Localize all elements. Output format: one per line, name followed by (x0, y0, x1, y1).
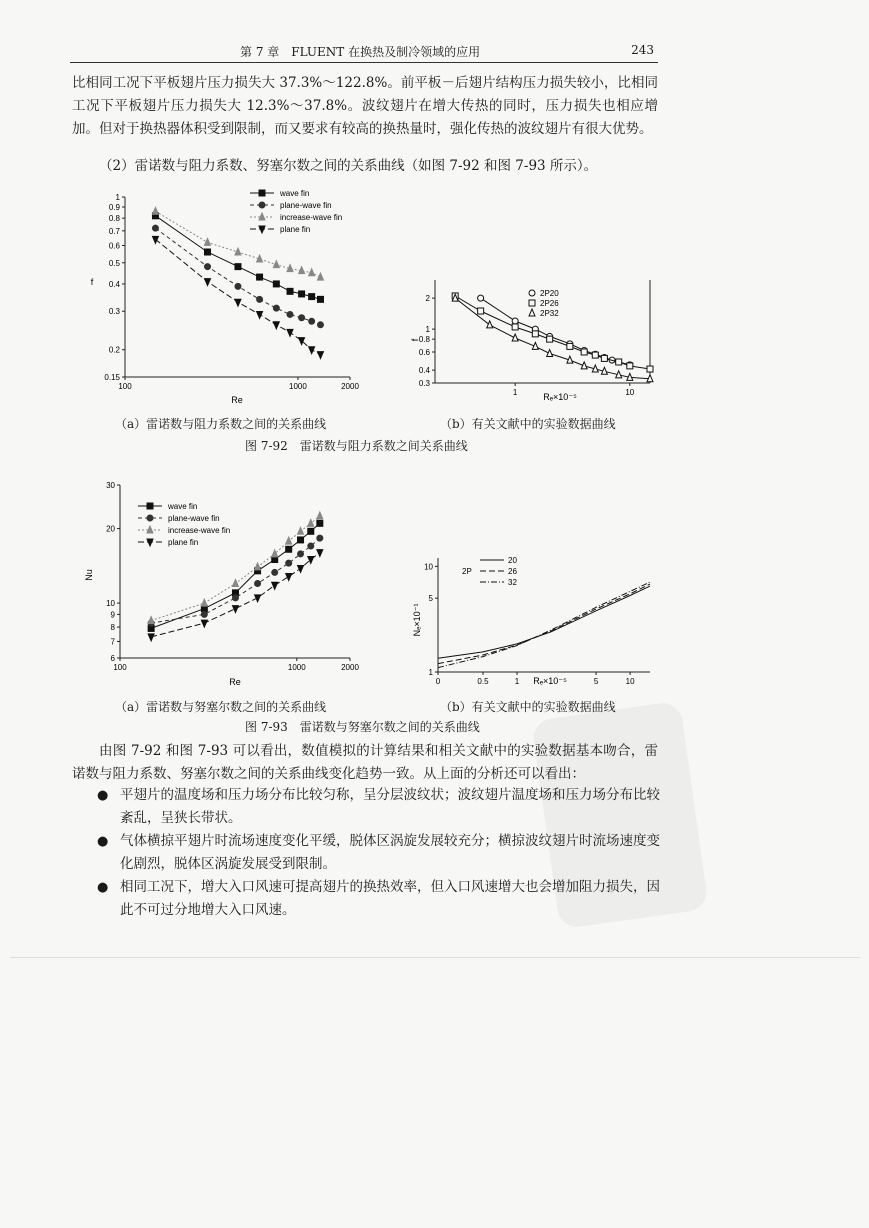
series-line-32 (438, 582, 650, 668)
data-point (201, 599, 207, 606)
x-axis-label: Rₑ×10⁻⁵ (533, 676, 567, 686)
legend-marker (147, 503, 153, 509)
y-tick-label: 0.4 (418, 366, 430, 376)
x-tick-label: 2000 (341, 382, 359, 391)
data-point (286, 560, 292, 566)
y-tick-label: 0.3 (108, 307, 120, 317)
data-point (272, 582, 278, 589)
y-tick-label: 1 (428, 668, 433, 677)
y-tick-label: 0.5 (108, 258, 120, 268)
x-tick-label: 100 (113, 663, 127, 672)
y-axis-label: f (410, 338, 420, 342)
data-point (205, 238, 211, 245)
data-point (201, 611, 207, 617)
legend-marker (529, 290, 535, 296)
data-point (317, 352, 323, 359)
data-point (235, 299, 241, 306)
data-point (478, 308, 484, 314)
data-point (616, 359, 622, 365)
y-tick-label: 0.9 (108, 202, 120, 212)
x-tick-label: 10 (625, 388, 635, 397)
y-tick-label: 9 (110, 610, 115, 620)
data-point (287, 329, 293, 336)
legend-title: 2P (462, 567, 472, 576)
legend-label: wave fin (168, 502, 198, 511)
data-point (308, 519, 314, 526)
legend-label: plane fin (280, 225, 311, 234)
data-point (647, 366, 653, 372)
y-tick-label: 20 (106, 524, 115, 534)
fig93-title: 图 7-93 雷诺数与努塞尔数之间的关系曲线 (245, 720, 480, 734)
y-tick-label: 7 (110, 637, 115, 647)
data-point (627, 363, 633, 369)
data-point (567, 343, 573, 349)
data-point (308, 557, 314, 564)
paragraph-2: （2）雷诺数与阻力系数、努塞尔数之间的关系曲线（如图 7-92 和图 7-93 所示）。 (99, 158, 598, 174)
data-point (298, 537, 304, 543)
data-point (299, 315, 305, 321)
data-point (592, 352, 598, 358)
data-point (298, 565, 304, 572)
y-tick-label: 2 (425, 294, 430, 304)
data-point (478, 295, 484, 301)
bullet-symbol: ● (97, 788, 109, 803)
data-point (317, 550, 323, 557)
y-tick-label: 0.4 (108, 279, 120, 289)
data-point (235, 264, 241, 270)
chart-fig-7-92a (80, 185, 390, 405)
legend-label: plane fin (168, 538, 199, 547)
legend-label: plane-wave fin (280, 201, 332, 210)
series-line-plane-fin (156, 239, 321, 354)
x-axis-label: Rₑ×10⁻⁵ (543, 392, 577, 402)
data-point (547, 336, 553, 342)
paragraph-1: 比相同工况下平板翅片压力损失大 37.3%～122.8%。前平板－后翅片结构压力损失较小，比相同工况下平板翅片压力损失大 12.3%～37.8%。波纹翅片在增大传热的同时，压力损失也相应增加。但对于换热器体积受到限制，而又要求有较高的换热量时，强化传热的波纹翅片有很大优势。 (72, 75, 658, 137)
data-point (286, 574, 292, 581)
scan-edge-line (10, 957, 860, 958)
data-point (205, 249, 211, 255)
data-point (273, 322, 279, 329)
data-point (272, 550, 278, 557)
y-tick-label: 0.6 (108, 241, 120, 251)
data-point (309, 347, 315, 354)
x-tick-label: 100 (118, 382, 132, 391)
data-point (152, 207, 158, 214)
x-tick-label: 2000 (341, 663, 359, 672)
y-axis-label: Nu (84, 569, 94, 581)
x-axis-label: Re (231, 395, 243, 405)
data-point (317, 296, 323, 302)
data-point (205, 279, 211, 286)
fig92-title: 图 7-92 雷诺数与阻力系数之间关系曲线 (245, 439, 468, 453)
x-tick-label: 5 (593, 677, 599, 686)
data-point (205, 264, 211, 270)
data-point (272, 569, 278, 575)
legend-marker (529, 300, 535, 306)
paragraph-3: 由图 7-92 和图 7-93 可以看出，数值模拟的计算结果和相关文献中的实验数据基本吻合，雷诺数与阻力系数、努塞尔数之间的关系曲线变化趋势一致。从上面的分析还可以看出： (72, 743, 658, 782)
data-point (308, 528, 314, 534)
fig92-caption-b: （b）有关文献中的实验数据曲线 (440, 417, 616, 431)
data-point (235, 248, 241, 255)
data-point (309, 269, 315, 276)
data-point (601, 355, 607, 361)
page-header (70, 40, 658, 63)
y-tick-label: 0.8 (418, 335, 430, 345)
y-tick-label: 5 (428, 594, 433, 604)
data-point (309, 318, 315, 324)
chart-fig-7-93a (80, 475, 390, 690)
data-point (148, 634, 154, 641)
data-point (512, 334, 518, 341)
bullet-symbol: ● (97, 834, 109, 849)
data-point (273, 305, 279, 311)
series-line-20 (438, 586, 650, 658)
y-tick-label: 1 (425, 325, 430, 335)
x-tick-label: 1 (514, 677, 520, 686)
data-point (317, 322, 323, 328)
y-axis-label: f (90, 277, 94, 287)
data-point (201, 620, 207, 627)
chart-fig-7-92b (410, 275, 660, 405)
fig93-caption-b: （b）有关文献中的实验数据曲线 (440, 700, 616, 714)
page-number: 243 (631, 43, 654, 57)
legend-label: plane-wave fin (168, 514, 220, 523)
x-tick-label: 0 (435, 677, 441, 686)
data-point (152, 236, 158, 243)
series-line-plane-wave-fin (156, 228, 321, 325)
legend-label: increase-wave fin (280, 213, 343, 222)
series-line-26 (438, 584, 650, 664)
y-tick-label: 10 (424, 562, 433, 572)
legend-marker (259, 202, 265, 208)
y-tick-label: 0.7 (108, 226, 120, 236)
legend-label: 2P26 (540, 299, 559, 308)
data-point (255, 580, 261, 586)
bullet-item-3: 相同工况下，增大入口风速可提高翅片的换热效率，但入口风速增大也会增加阻力损失，因此不可过分地增大入口风速。 (120, 879, 660, 918)
data-point (581, 349, 587, 355)
data-point (257, 296, 263, 302)
y-tick-label: 6 (110, 654, 115, 663)
legend-label: wave fin (280, 189, 310, 198)
y-tick-label: 0.15 (104, 373, 120, 382)
data-point (286, 546, 292, 552)
y-tick-label: 0.2 (108, 345, 120, 355)
data-point (273, 281, 279, 287)
data-point (309, 294, 315, 300)
legend-marker (147, 515, 153, 521)
fig92-caption-a: （a）雷诺数与阻力系数之间的关系曲线 (115, 417, 327, 431)
data-point (547, 350, 553, 357)
x-tick-label: 0.5 (477, 677, 489, 686)
legend-label: 2P32 (540, 309, 559, 318)
legend-label: increase-wave fin (168, 526, 231, 535)
y-axis-label: Nₑ×10⁻¹ (412, 603, 422, 637)
fig93-caption-a: （a）雷诺数与努塞尔数之间的关系曲线 (115, 700, 327, 714)
y-tick-label: 0.6 (418, 347, 430, 357)
data-point (299, 291, 305, 297)
legend-marker (529, 309, 535, 316)
y-tick-label: 10 (106, 599, 115, 609)
data-point (298, 527, 304, 534)
legend-label: 2P20 (540, 289, 559, 298)
data-point (232, 595, 238, 601)
data-point (286, 537, 292, 544)
data-point (298, 551, 304, 557)
data-point (232, 606, 238, 613)
x-tick-label: 1000 (289, 382, 307, 391)
y-tick-label: 30 (106, 481, 115, 490)
y-tick-label: 1 (115, 193, 120, 202)
legend-label: 26 (508, 567, 517, 576)
data-point (317, 512, 323, 519)
bullet-item-1: 平翅片的温度场和压力场分布比较匀称，呈分层波纹状；波纹翅片温度场和压力场分布比较紊乱，呈狭长带状。 (120, 787, 660, 826)
data-point (255, 563, 261, 570)
y-tick-label: 0.8 (108, 214, 120, 224)
data-point (232, 579, 238, 586)
x-tick-label: 10 (625, 677, 635, 686)
data-point (299, 338, 305, 345)
data-point (487, 321, 493, 328)
bullet-symbol: ● (97, 880, 109, 895)
data-point (152, 225, 158, 231)
data-point (512, 318, 518, 324)
data-point (257, 311, 263, 318)
chapter-title: 第 7 章 FLUENT 在换热及制冷领域的应用 (240, 45, 481, 59)
data-point (287, 311, 293, 317)
legend-marker (259, 190, 265, 196)
y-tick-label: 8 (110, 623, 115, 633)
x-axis-label: Re (229, 677, 241, 687)
data-point (287, 288, 293, 294)
data-point (317, 520, 323, 526)
data-point (257, 274, 263, 280)
data-point (512, 324, 518, 330)
legend-label: 20 (508, 556, 517, 565)
data-point (308, 543, 314, 549)
x-tick-label: 1000 (287, 663, 306, 672)
chart-fig-7-93b (410, 550, 660, 690)
data-point (148, 617, 154, 624)
data-point (273, 261, 279, 268)
legend-label: 32 (508, 578, 517, 587)
data-point (235, 283, 241, 289)
data-point (317, 535, 323, 541)
bullet-item-2: 气体横掠平翅片时流场速度变化平缓，脱体区涡旋发展较充分；横掠波纹翅片时流场速度变化剧烈，脱体区涡旋发展受到限制。 (120, 833, 660, 872)
data-point (532, 331, 538, 337)
y-tick-label: 0.3 (418, 379, 430, 388)
x-tick-label: 1 (512, 388, 518, 397)
